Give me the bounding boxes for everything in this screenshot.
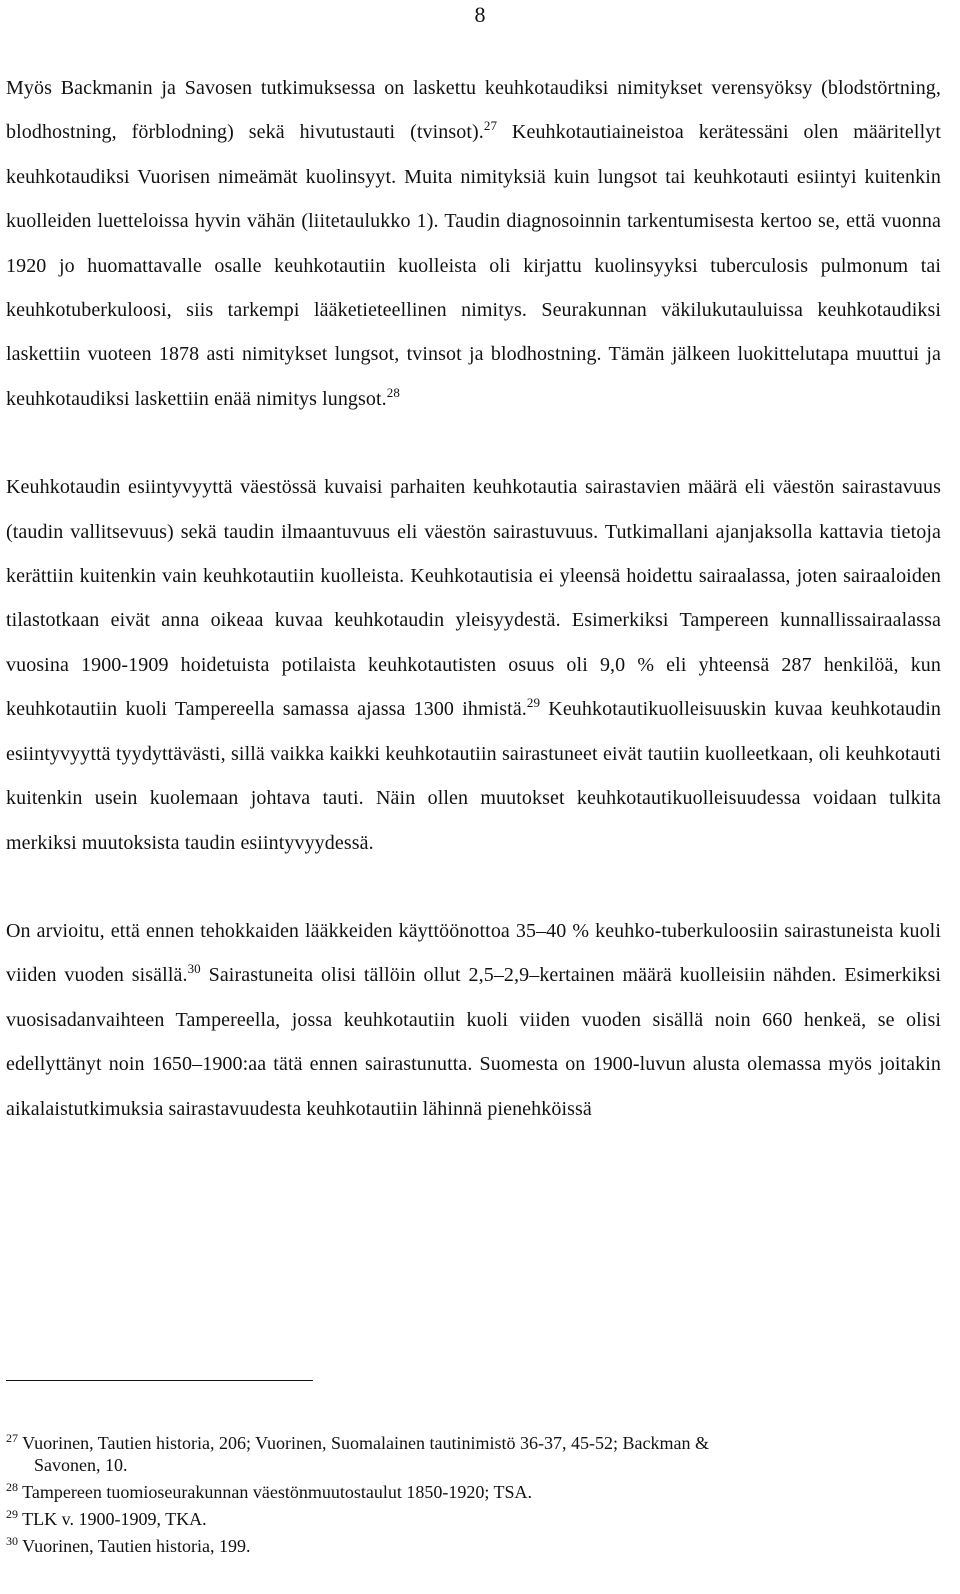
paragraph-text: On arvioitu, että ennen tehokkaiden lääkkeiden käyttöönottoa 35–40 % keuhko-tuberkuloosiin sairastuneista kuoli viiden vuoden sisällä. (6, 919, 941, 987)
footnotes (6, 1432, 941, 1562)
paragraph-gap (6, 865, 941, 909)
footnote-number: 30 (6, 1534, 18, 1548)
paragraph-3 (6, 909, 941, 1131)
paragraph-text: Keuhkotautikuolleisuuskin kuvaa keuhkotaudin esiintyvyyttä tyydyttävästi, sillä vaikka kaikki keuhkotautiin sairastuneet eivät tautiin kuolleetkaan, oli keuhkotauti kuitenkin usein kuolemaan johtava tauti. Näin ollen muutokset keuhkotautikuolleisuudessa voidaan tulkita merkiksi muutoksista taudin esiintyvyydessä. (6, 698, 941, 854)
footnote-28 (6, 1481, 941, 1503)
footnote-text: Vuorinen, Tautien historia, 199. (18, 1536, 251, 1556)
paragraph-gap (6, 421, 941, 465)
footnote-text: Tampereen tuomioseurakunnan väestönmuutostaulut 1850-1920; TSA. (18, 1482, 532, 1502)
footnote-27 (6, 1432, 941, 1476)
paragraph-1 (6, 66, 941, 421)
footnote-text: TLK v. 1900-1909, TKA. (18, 1509, 207, 1529)
body-text (6, 66, 941, 1131)
paragraph-text: Keuhkotaudin esiintyvyyttä väestössä kuvaisi parhaiten keuhkotautia sairastavien määrä eli väestön sairastavuus (taudin vallitsevuus) sekä taudin ilmaantuvuus eli väestön sairastuvuus. Tutkimallani ajanjaksolla kattavia tietoja kerättiin kuitenkin vain keuhkotautiin kuolleista. Keuhkotautisia ei yleensä hoidettu sairaalassa, joten sairaaloiden tilastotkaan eivät anna oikeaa kuvaa keuhkotaudin yleisyydestä. Esimerkiksi Tampereen kunnallissairaalassa vuosina 1900-1909 hoidetuista potilaista keuhkotautisten osuus oli 9,0 % eli yhteensä 287 henkilöä, kun keuhkotautiin kuoli Tampereella samassa ajassa 1300 ihmistä. (6, 476, 941, 721)
footnote-text-continued: Savonen, 10. (34, 1455, 128, 1475)
paragraph-2 (6, 465, 941, 865)
footnote-number: 28 (6, 1480, 18, 1494)
footnote-ref-28: 28 (386, 384, 400, 400)
footnote-ref-30: 30 (187, 961, 201, 977)
page-number: 8 (474, 2, 486, 27)
footnote-text: Vuorinen, Tautien historia, 206; Vuorinen, Suomalainen tautinimistö 36-37, 45-52; Backman & (18, 1433, 709, 1453)
footnote-number: 27 (6, 1431, 18, 1445)
paragraph-text: Myös Backmanin ja Savosen tutkimuksessa on laskettu keuhkotaudiksi nimitykset verensyöksy (blodstörtning, blodhostning, förblodning) sekä hivutustauti (tvinsot). (6, 77, 941, 144)
paragraph-text: Sairastuneita olisi tällöin ollut 2,5–2,9–kertainen määrä kuolleisiin nähden. Esimerkiksi vuosisadanvaihteen Tampereella, jossa keuhkotautiin kuoli viiden vuoden sisällä noin 660 henkeä, se olisi edellyttänyt noin 1650–1900:aa tätä ennen sairastunutta. Suomesta on 1900-luvun alusta olemassa myös joitakin aikalaistutkimuksia sairastavuudesta keuhkotautiin lähinnä pienehköissä (6, 964, 941, 1120)
footnote-ref-29: 29 (526, 695, 541, 711)
footnote-separator (6, 1380, 313, 1381)
footnote-29 (6, 1508, 941, 1530)
footnote-30 (6, 1535, 941, 1557)
footnote-ref-27: 27 (483, 118, 498, 134)
paragraph-text: Keuhkotautiaineistoa kerätessäni olen määritellyt keuhkotaudiksi Vuorisen nimeämät kuolinsyyt. Muita nimityksiä kuin lungsot tai keuhkotauti esiintyi kuitenkin kuolleiden luetteloissa hyvin vähän (liitetaulukko 1). Taudin diagnosoinnin tarkentumisesta kertoo se, että vuonna 1920 jo huomattavalle osalle keuhkotautiin kuolleista oli kirjattu kuolinsyyksi tuberculosis pulmonum tai keuhkotuberkuloosi, siis tarkempi lääketieteellinen nimitys. Seurakunnan väkilukutauluissa keuhkotaudiksi laskettiin vuoteen 1878 asti nimitykset lungsot, tvinsot ja blodhostning. Tämän jälkeen luokittelutapa muuttui ja keuhkotaudiksi laskettiin enää nimitys lungsot. (6, 121, 941, 410)
footnote-number: 29 (6, 1507, 18, 1521)
